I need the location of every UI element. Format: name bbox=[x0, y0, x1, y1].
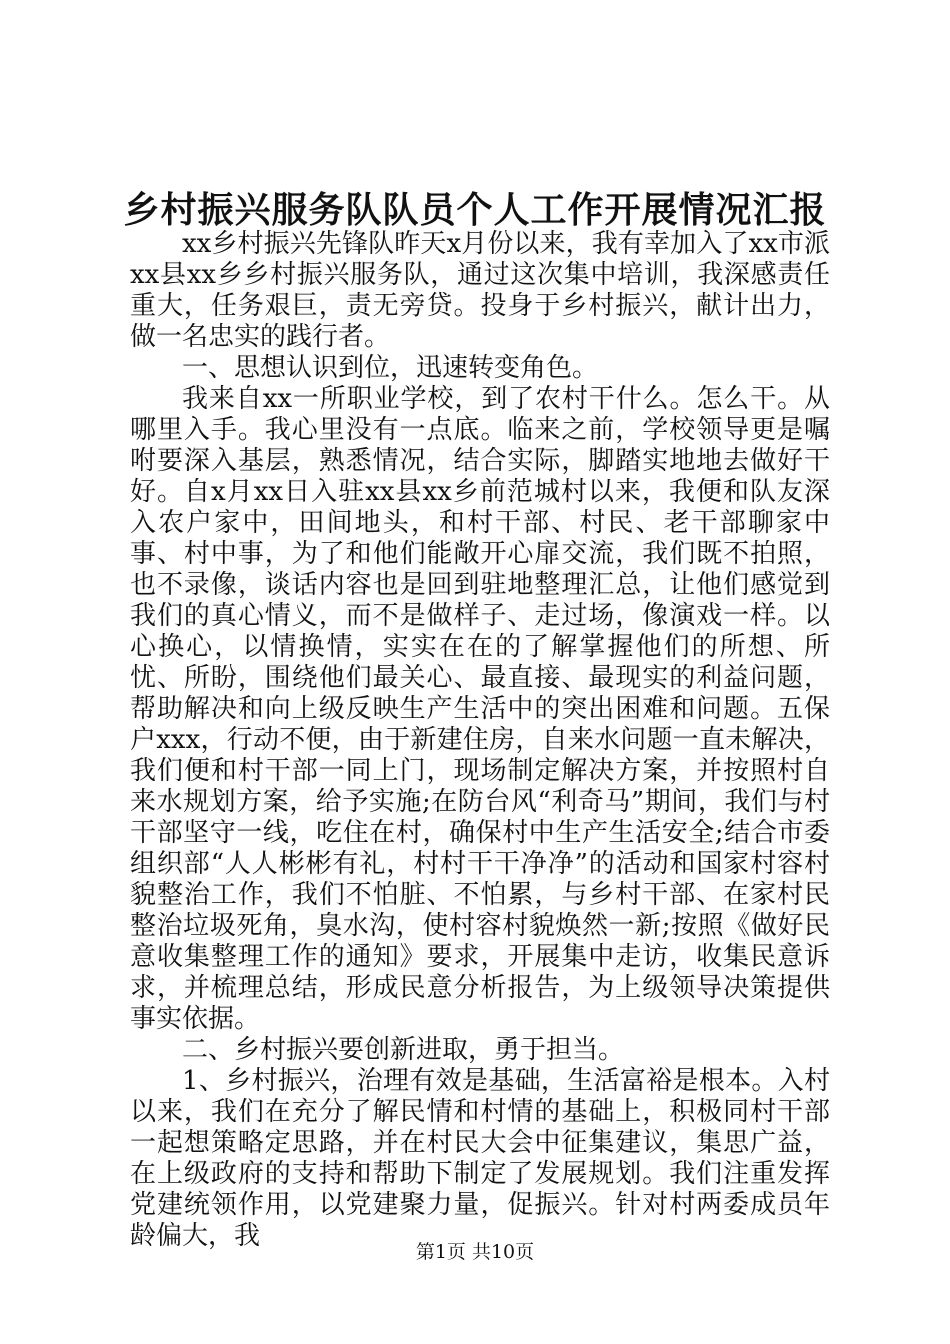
paragraph-section-2: 1、乡村振兴，治理有效是基础，生活富裕是根本。入村以来，我们在充分了解民情和村情的基础上，积极同村干部一起想策略定思路，并在村民大会中征集建议，集思广益，在上级政府的支持和帮助下制定了发展规划。我们注重发挥党建统领作用，以党建聚力量，促振兴。针对村两委成员年龄偏大，我 bbox=[130, 1066, 830, 1251]
paragraph-intro: xx乡村振兴先锋队昨天x月份以来，我有幸加入了xx市派xx县xx乡乡村振兴服务队，通过这次集中培训，我深感责任重大，任务艰巨，责无旁贷。投身于乡村振兴，献计出力，做一名忠实的践行者。 bbox=[130, 229, 830, 352]
document-body bbox=[130, 229, 830, 1252]
section-heading-1: 一、思想认识到位，迅速转变角色。 bbox=[182, 353, 599, 383]
paragraph-section-1: 我来自xx一所职业学校，到了农村干什么。怎么干。从哪里入手。我心里没有一点底。临来之前，学校领导更是嘱咐要深入基层，熟悉情况，结合实际，脚踏实地地去做好干好。自x月xx日入驻xx县xx乡前范城村以来，我便和队友深入农户家中，田间地头，和村干部、村民、老干部聊家中事、村中事，为了和他们能敞开心扉交流，我们既不拍照，也不录像，谈话内容也是回到驻地整理汇总，让他们感觉到我们的真心情义，而不是做样子、走过场，像演戏一样。以心换心，以情换情，实实在在的了解掌握他们的所想、所忧、所盼，围绕他们最关心、最直接、最现实的利益问题，帮助解决和向上级反映生产生活中的突出困难和问题。五保户xxx，行动不便，由于新建住房，自来水问题一直未解决，我们便和村干部一同上门，现场制定解决方案，并按照村自来水规划方案，给予实施;在防台风“利奇马”期间，我们与村干部坚守一线，吃住在村，确保村中生产生活安全;结合市委组织部“人人彬彬有礼，村村干干净净”的活动和国家村容村貌整治工作，我们不怕脏、不怕累，与乡村干部、在家村民整治垃圾死角，臭水沟，使村容村貌焕然一新;按照《做好民意收集整理工作的通知》要求，开展集中走访，收集民意诉求，并梳理总结，形成民意分析报告，为上级领导决策提供事实依据。 bbox=[130, 384, 830, 1034]
document-title: 乡村振兴服务队队员个人工作开展情况汇报 bbox=[123, 189, 827, 231]
section-heading-2: 二、乡村振兴要创新进取，勇于担当。 bbox=[182, 1035, 625, 1065]
page-number-footer: 第1页 共10页 bbox=[415, 1241, 535, 1263]
